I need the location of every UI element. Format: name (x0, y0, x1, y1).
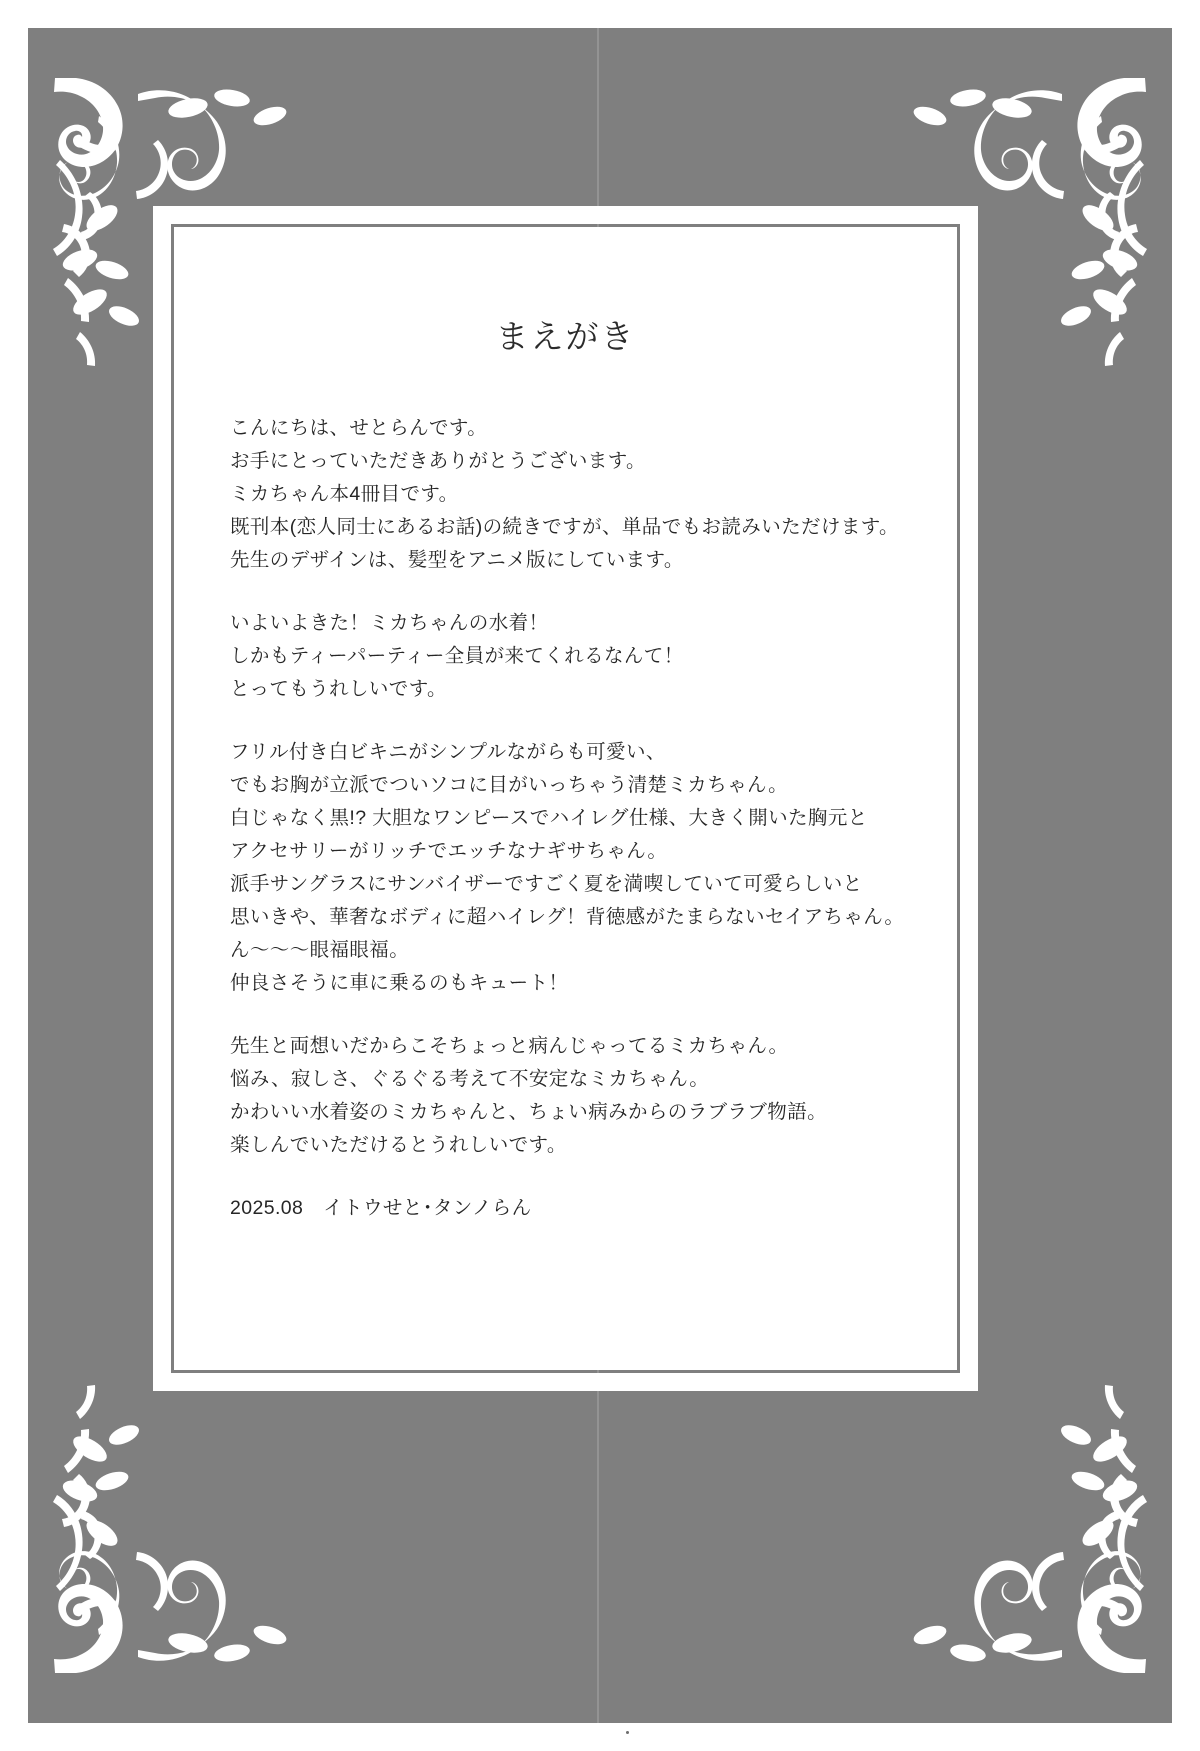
text-line: かわいい水着姿のミカちゃんと、ちょい病みからのラブラブ物語。 (230, 1101, 828, 1123)
afterword-content (174, 227, 957, 1370)
paragraph-story (230, 1030, 901, 1162)
text-line: 既刊本(恋人同士にあるお話)の続きですが、単品でもお読みいただけます。 (230, 516, 899, 538)
text-line: いよいよきた！ミカちゃんの水着！ (230, 612, 549, 634)
paragraph-characters (230, 736, 905, 1000)
text-line: しかもティーパーティー全員が来てくれるなんて！ (230, 645, 684, 667)
text-line: こんにちは、せとらんです。 (230, 417, 488, 439)
page-fold-line (597, 0, 599, 1751)
text-line: 白じゃなく黒!? 大胆なワンピースでハイレグ仕様、大きく開いた胸元と (230, 807, 868, 829)
text-line: 仲良さそうに車に乗るのもキュート！ (230, 972, 569, 994)
signature-line: 2025.08 イトウせと･タンノらん (230, 1197, 532, 1219)
text-line: でもお胸が立派でついソコに目がいっちゃう清楚ミカちゃん。 (230, 774, 788, 796)
paragraph-intro (230, 412, 901, 577)
paragraph-swimsuit (230, 607, 901, 706)
page-mark (626, 1731, 629, 1734)
text-line: ん〜〜〜眼福眼福。 (230, 939, 410, 961)
page-title: まえがき (495, 318, 636, 355)
decorative-gray-panel (28, 28, 1172, 1723)
text-line: お手にとっていただきありがとうございます。 (230, 450, 646, 472)
text-line: 先生のデザインは、髪型をアニメ版にしています。 (230, 549, 684, 571)
text-line: フリル付き白ビキニがシンプルながらも可愛い、 (230, 741, 666, 763)
card-border (171, 224, 960, 1373)
text-line: 悩み、寂しさ、ぐるぐる考えて不安定なミカちゃん。 (230, 1068, 710, 1090)
text-line: ミカちゃん本4冊目です。 (230, 483, 459, 505)
text-line: 先生と両想いだからこそちょっと病んじゃってるミカちゃん。 (230, 1035, 789, 1057)
text-line: アクセサリーがリッチでエッチなナギサちゃん。 (230, 840, 668, 862)
afterword-card (153, 206, 978, 1391)
text-line: 派手サングラスにサンバイザーですごく夏を満喫していて可愛らしいと (230, 873, 863, 895)
text-line: とってもうれしいです。 (230, 678, 447, 700)
text-line: 楽しんでいただけるとうれしいです。 (230, 1134, 567, 1156)
text-line: 思いきや、華奢なボディに超ハイレグ！背徳感がたまらないセイアちゃん。 (230, 906, 905, 928)
